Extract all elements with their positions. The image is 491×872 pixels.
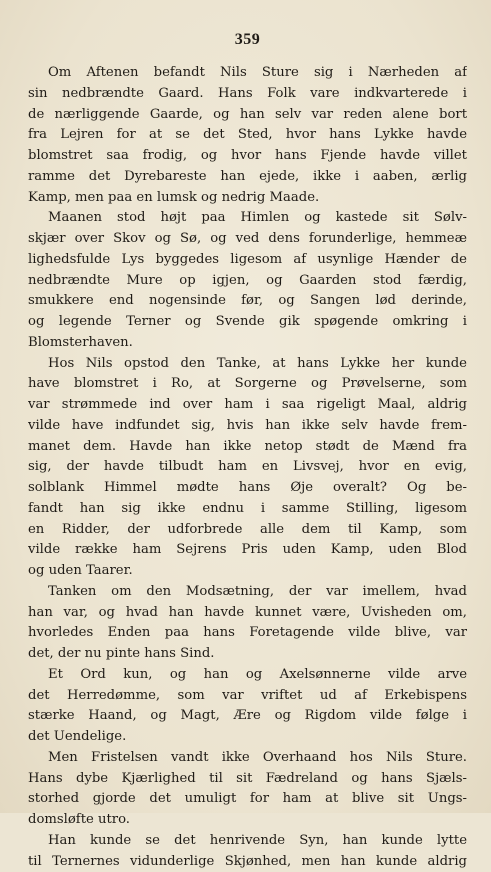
text-line: fra Lejren for at se det Sted, hvor hans Lykke havde: [28, 125, 467, 146]
body-text: [28, 63, 467, 872]
text-line: Han kunde se det henrivende Syn, han kunde lytte: [28, 831, 467, 852]
text-line: ramme det Dyrebareste han ejede, ikke i aaben, ærlig: [28, 167, 467, 188]
text-line: Maanen stod højt paa Himlen og kastede sit Sølv-: [28, 208, 467, 229]
text-line: vilde række ham Sejrens Pris uden Kamp, uden Blod: [28, 540, 467, 561]
text-line: Blomsterhaven.: [28, 333, 467, 354]
text-line: en Ridder, der udforbrede alle dem til Kamp, som: [28, 520, 467, 541]
text-line: manet dem. Havde han ikke netop stødt de Mænd fra: [28, 437, 467, 458]
text-line: til Ternernes vidunderlige Skjønhed, men han kunde aldrig: [28, 852, 467, 872]
text-line: det, der nu pinte hans Sind.: [28, 644, 467, 665]
text-line: hvorledes Enden paa hans Foretagende vilde blive, var: [28, 623, 467, 644]
text-line: smukkere end nogensinde før, og Sangen lød derinde,: [28, 291, 467, 312]
text-line: Et Ord kun, og han og Axelsønnerne vilde arve: [28, 665, 467, 686]
text-line: og uden Taarer.: [28, 561, 467, 582]
text-line: blomstret saa frodig, og hvor hans Fjende havde villet: [28, 146, 467, 167]
text-line: og legende Terner og Svende gik spøgende omkring i: [28, 312, 467, 333]
text-line: stærke Haand, og Magt, Ære og Rigdom vilde følge i: [28, 706, 467, 727]
text-line: han var, og hvad han havde kunnet være, Uvisheden om,: [28, 603, 467, 624]
text-line: vilde have indfundet sig, hvis han ikke selv havde frem-: [28, 416, 467, 437]
text-line: Men Fristelsen vandt ikke Overhaand hos Nils Sture.: [28, 748, 467, 769]
text-line: det Uendelige.: [28, 727, 467, 748]
text-line: have blomstret i Ro, at Sorgerne og Prøvelserne, som: [28, 374, 467, 395]
text-line: sig, der havde tilbudt ham en Livsvej, hvor en evig,: [28, 457, 467, 478]
text-line: lighedsfulde Lys byggedes ligesom af usynlige Hænder de: [28, 250, 467, 271]
text-line: de nærliggende Gaarde, og han selv var reden alene bort: [28, 105, 467, 126]
text-line: sin nedbrændte Gaard. Hans Folk vare indkvarterede i: [28, 84, 467, 105]
text-line: Tanken om den Modsætning, der var imellem, hvad: [28, 582, 467, 603]
page-number: 359: [28, 30, 467, 50]
text-line: domsløfte utro.: [28, 810, 467, 831]
text-line: nedbrændte Mure op igjen, og Gaarden stod færdig,: [28, 271, 467, 292]
text-line: var strømmede ind over ham i saa rigeligt Maal, aldrig: [28, 395, 467, 416]
text-line: det Herredømme, som var vriftet ud af Erkebispens: [28, 686, 467, 707]
text-line: Hos Nils opstod den Tanke, at hans Lykke her kunde: [28, 354, 467, 375]
text-line: solblank Himmel mødte hans Øje overalt? Og be-: [28, 478, 467, 499]
text-line: Om Aftenen befandt Nils Sture sig i Nærheden af: [28, 63, 467, 84]
text-line: skjær over Skov og Sø, og ved dens forunderlige, hemmeæ: [28, 229, 467, 250]
text-line: Kamp, men paa en lumsk og nedrig Maade.: [28, 188, 467, 209]
text-line: storhed gjorde det umuligt for ham at blive sit Ungs-: [28, 789, 467, 810]
text-line: Hans dybe Kjærlighed til sit Fædreland og hans Sjæls-: [28, 769, 467, 790]
text-line: fandt han sig ikke endnu i samme Stilling, ligesom: [28, 499, 467, 520]
